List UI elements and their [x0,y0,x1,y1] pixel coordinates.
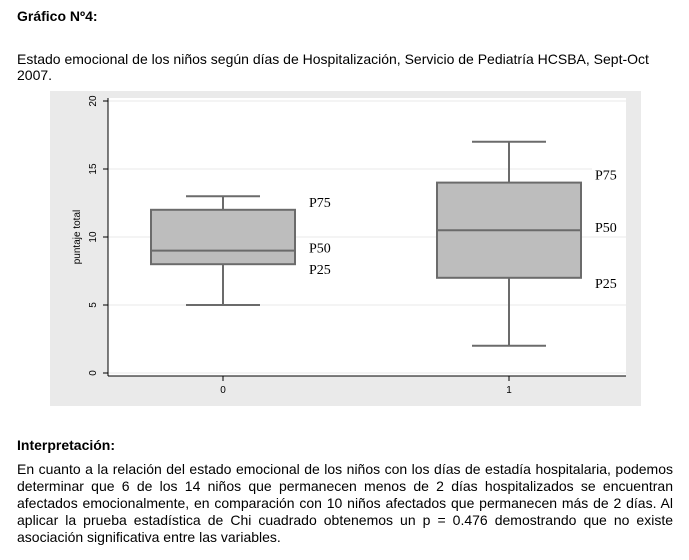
p75-annotation: P75 [309,195,331,211]
figure-heading: Gráfico Nº4: [17,8,98,24]
p25-annotation: P25 [309,263,331,279]
box-iqr [151,210,295,264]
y-tick-label: 0 [88,370,99,376]
p75-annotation: P75 [595,168,617,184]
y-tick-label: 20 [88,95,99,107]
x-tick-label: 0 [220,385,226,396]
interpretation-text: En cuanto a la relación del estado emocional de los niños con los días de estadía hospitalaria, podemos determinar que 6 de los 14 niños que permanecen menos de 2 días hospitalizados se encuentran afectados emocionalmente, en comparación con 10 niños afectados que permanecen más de 2 días. Al aplicar la prueba estadística de Chi cuadrado obtenemos un p = 0.476 demostrando que no existe asociación significativa entre las variables. [17,461,673,545]
y-tick-label: 15 [88,163,99,175]
x-tick-label: 1 [506,385,512,396]
box-plot-chart [50,91,641,406]
p50-annotation: P50 [595,221,617,237]
y-tick-label: 5 [88,302,99,308]
p50-annotation: P50 [309,241,331,257]
chart-svg [50,91,641,406]
y-axis-label: puntaje total [72,209,83,265]
y-tick-label: 10 [88,231,99,243]
p25-annotation: P25 [595,276,617,292]
figure-caption: Estado emocional de los niños según días de Hospitalización, Servicio de Pediatría HCSBA, Sept-Oct 2007. [17,51,649,83]
interpretation-title: Interpretación: [17,437,116,453]
